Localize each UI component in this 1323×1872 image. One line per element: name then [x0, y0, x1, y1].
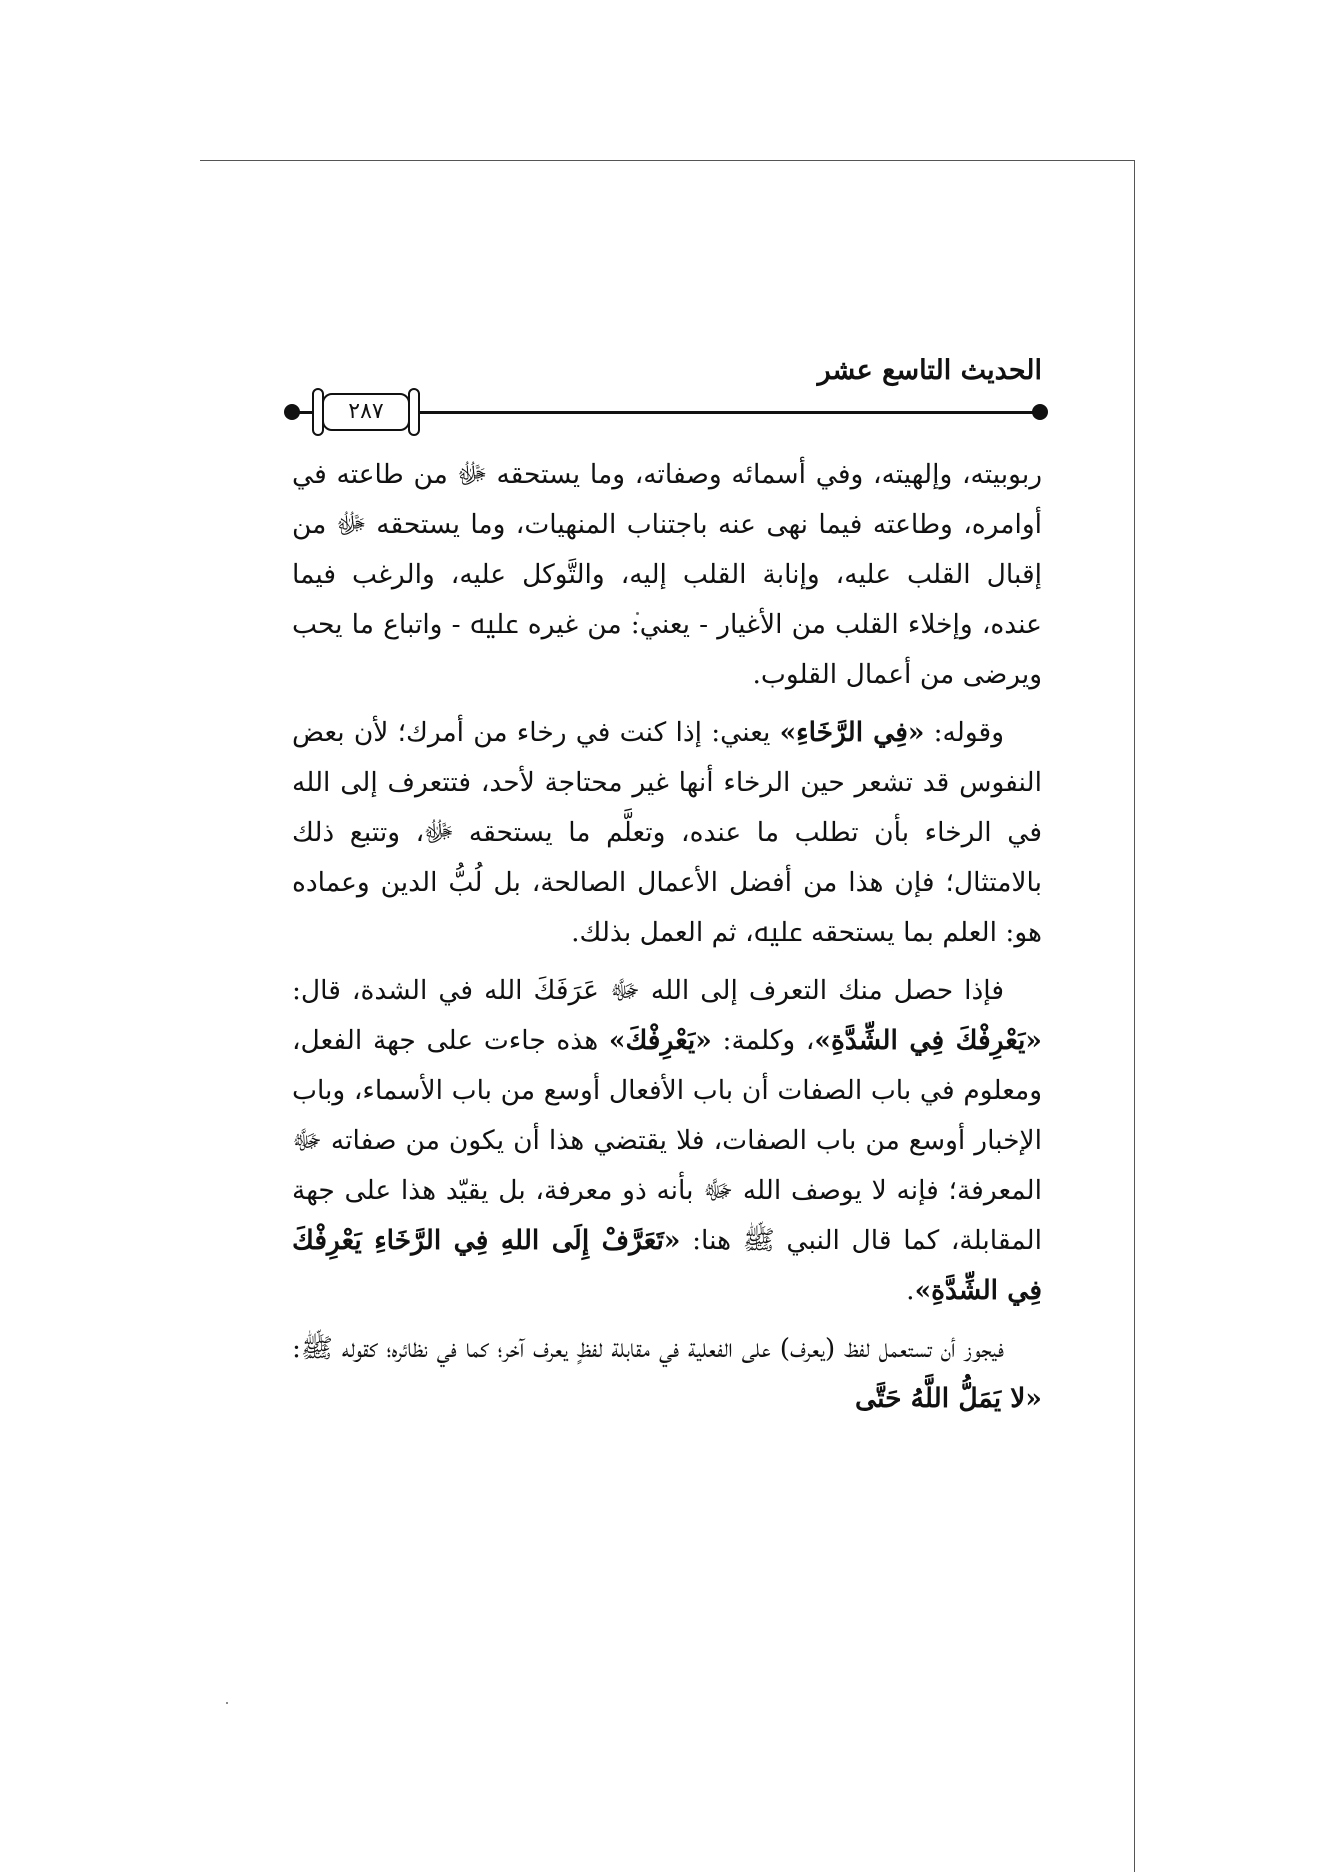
running-header: [290, 355, 1042, 445]
page-number: ٢٨٧: [348, 399, 384, 424]
text-segment: فإذا حصل منك التعرف إلى الله ﷻ عَرَفَكَ الله في الشدة، قال:: [292, 975, 1004, 1006]
hadith-quote: «يَعْرِفْكَ فِي الشِّدَّةِ»: [814, 1025, 1042, 1056]
header-rule-left-dot: [284, 404, 300, 420]
text-segment: ، وكلمة:: [711, 1025, 815, 1056]
text-segment: .: [906, 1275, 915, 1306]
text-paragraph: [292, 1324, 1042, 1424]
hadith-quote: «فِي الرَّخَاءِ»: [779, 717, 925, 748]
text-segment: هذه جاءت على جهة الفعل، ومعلوم في باب الصفات أن باب الأفعال أوسع من باب الأسماء، وباب الإخبار أوسع من باب الصفات، فلا يقتضي هذا أن يكون من صفاته ﷻ المعرفة؛ فإنه لا يوصف الله ﷻ بأنه ذو معرفة، بل يقيّد هذا على جهة المقابلة، كما قال النبي ﷺ هنا:: [292, 1025, 1042, 1256]
text-segment: وقوله:: [924, 717, 1004, 748]
text-segment: ربوبيته، وإلهيته، وفي أسمائه وصفاته، وما يستحقه ﷻ من طاعته في أوامره، وطاعته فيما نهى عنه باجتناب المنهيات، وما يستحقه ﷻ من إقبال القلب عليه، وإنابة القلب إليه، والتَّوكل عليه، والرغب فيما عنده، وإخلاء القلب من الأغيار - يعني: من غيره ﷷ - واتباع ما يحب ويرضى من أعمال القلوب.: [292, 459, 1042, 690]
page-frame-top-line: [200, 160, 1135, 161]
text-paragraph: [292, 708, 1042, 958]
text-paragraph: [292, 966, 1042, 1316]
hadith-quote: «لا يَمَلُّ اللَّهُ حَتَّى: [854, 1383, 1042, 1414]
page-frame-right-line: [1134, 160, 1135, 1872]
text-segment: يعني: إذا كنت في رخاء من أمرك؛ لأن بعض النفوس قد تشعر حين الرخاء أنها غير محتاجة لأحد، فتتعرف إلى الله في الرخاء بأن تطلب ما عنده، وتعلَّم ما يستحقه ﷻ، وتتبع ذلك بالامتثال؛ فإن هذا من أفضل الأعمال الصالحة، بل لُبُّ الدين وعماده هو: العلم بما يستحقه ﷷ، ثم العمل بذلك.: [292, 717, 1042, 948]
chapter-title: الحديث التاسع عشر: [817, 355, 1042, 386]
scan-speck: [226, 1702, 228, 1704]
header-rule-right-dot: [1032, 404, 1048, 420]
text-paragraph: [292, 450, 1042, 700]
text-segment: فيجوز أن تستعمل لفظ (يعرف) على الفعلية في مقابلة لفظٍ يعرف آخر؛ كما في نظائره؛ كقوله ﷺ:: [292, 1333, 1004, 1364]
hadith-quote: «تَعَرَّفْ إِلَى اللهِ فِي الرَّخَاءِ يَعْرِفْكَ فِي الشِّدَّةِ»: [292, 1225, 1042, 1306]
hadith-quote: «يَعْرِفْكَ»: [608, 1025, 712, 1056]
page-number-box: [322, 393, 410, 431]
page-body: [292, 450, 1042, 1432]
